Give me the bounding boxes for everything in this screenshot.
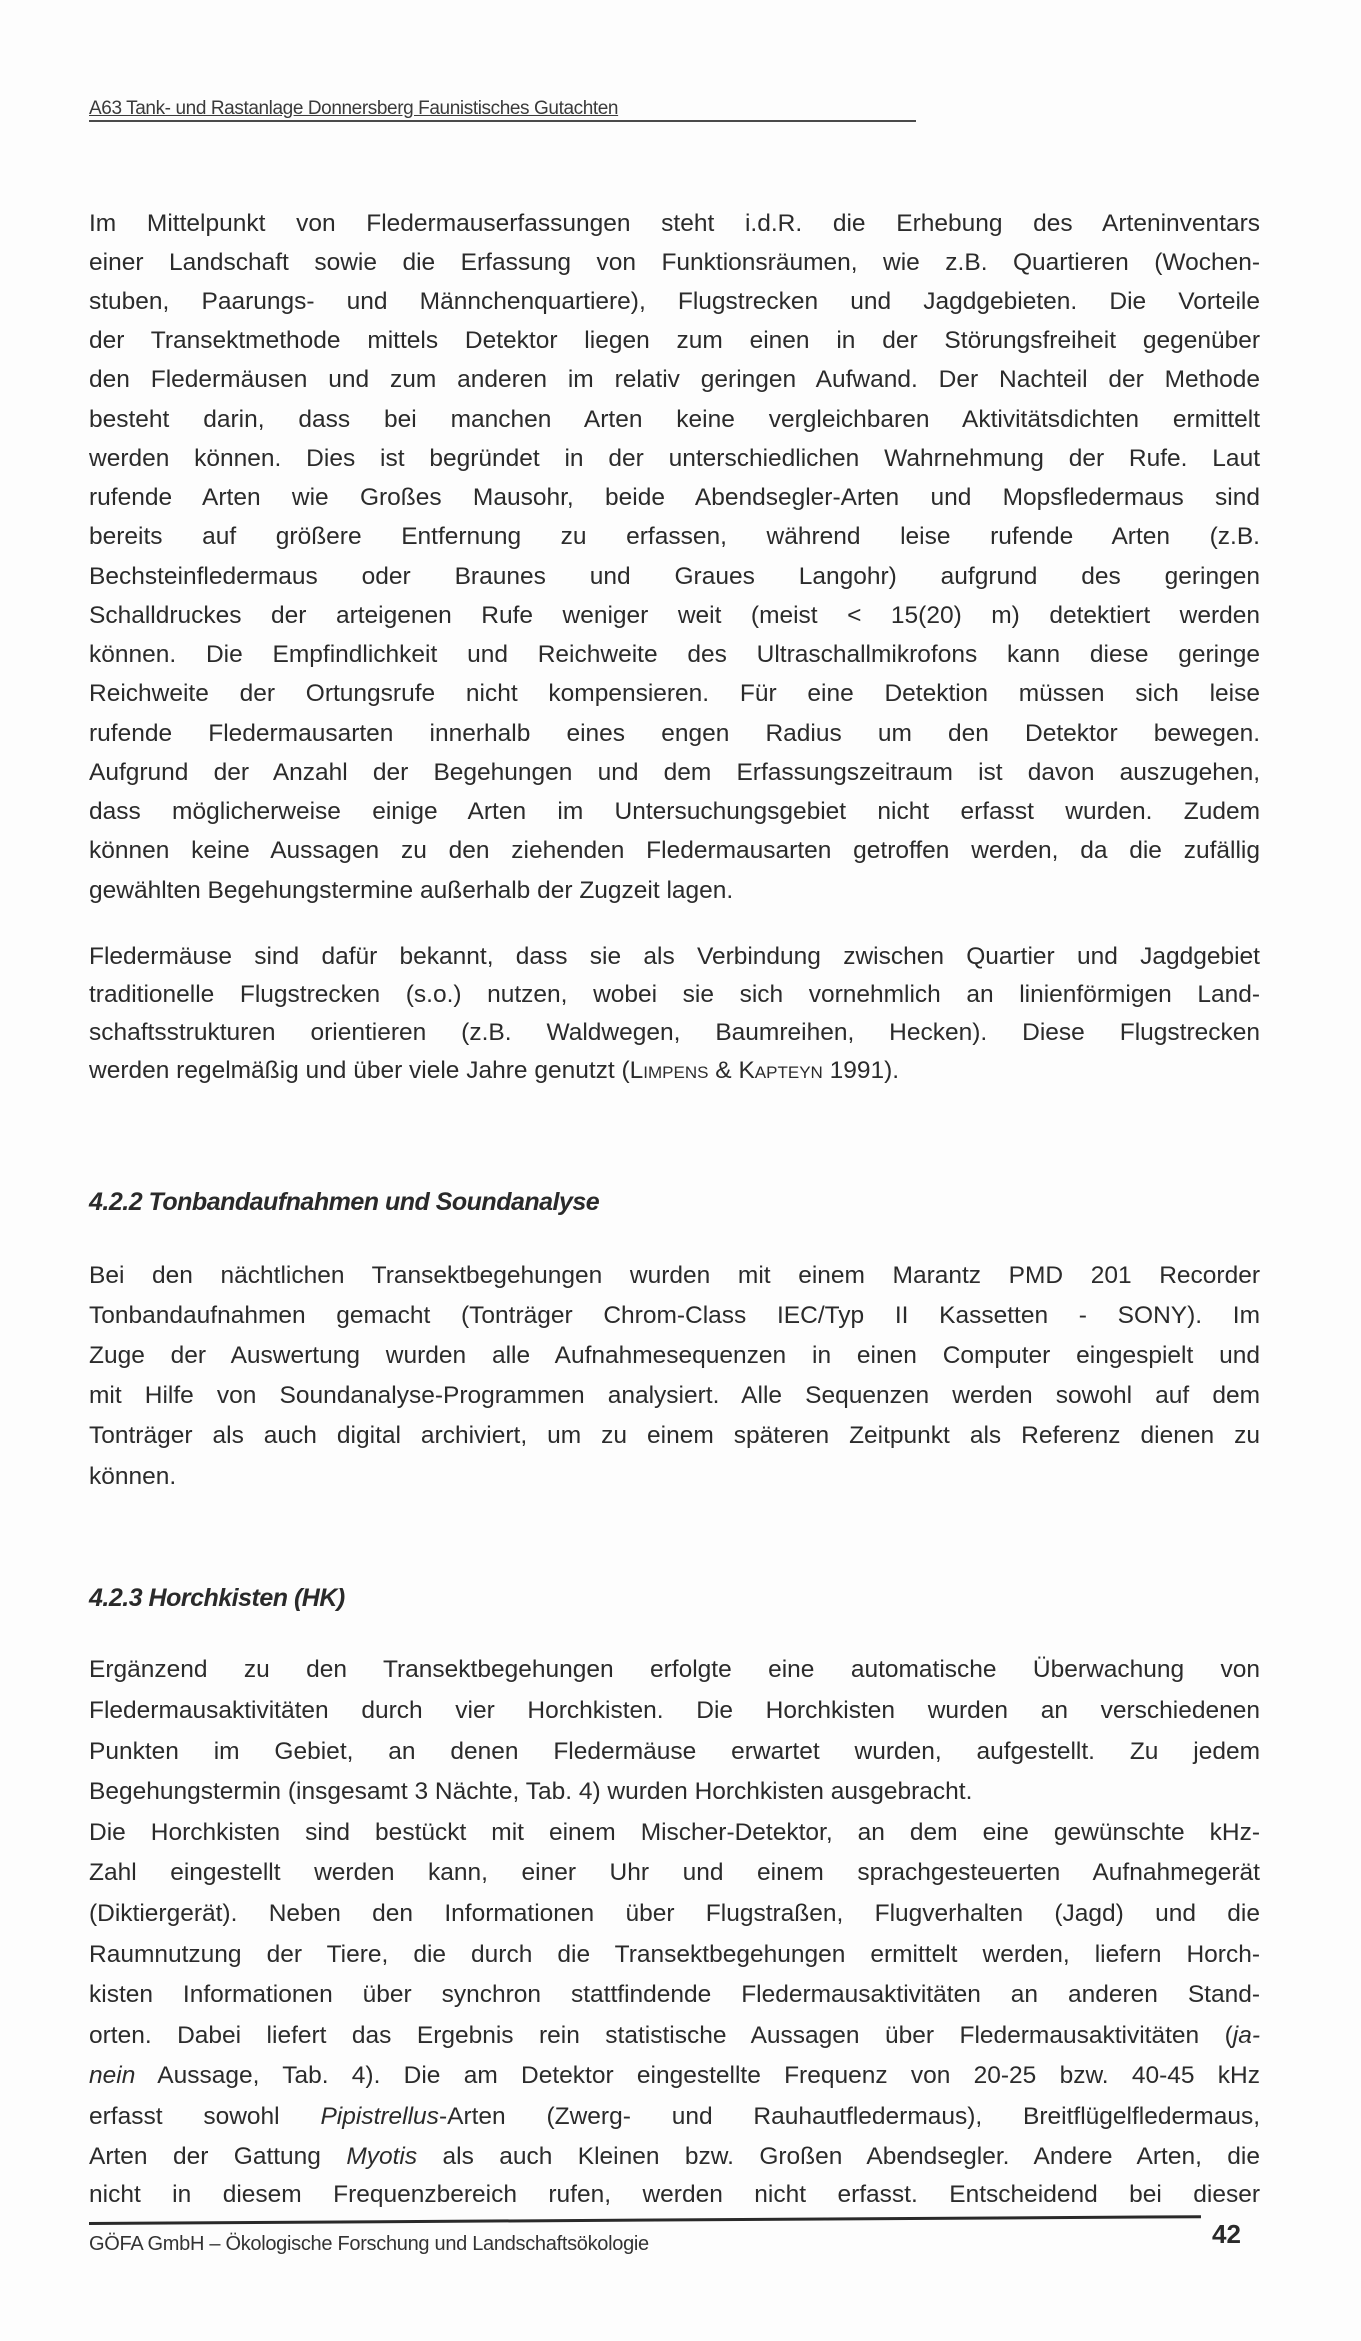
text-line: traditionelle Flugstrecken (s.o.) nutzen, wobei sie sich vornehmlich an linienförmigen Land-	[89, 981, 1260, 1008]
text-line: der Transektmethode mittels Detektor liegen zum einen in der Störungsfreiheit gegenüber	[89, 327, 1260, 354]
running-header	[89, 98, 916, 122]
text-line: können.	[89, 1463, 177, 1490]
text-line: Punkten im Gebiet, an denen Fledermäuse erwartet wurden, aufgestellt. Zu jedem	[89, 1738, 1260, 1765]
italic-text: Myotis	[346, 2143, 418, 2170]
running-header-title: A63 Tank- und Rastanlage Donnersberg Faunistisches Gutachten	[89, 98, 619, 119]
text-line: Fledermäuse sind dafür bekannt, dass sie als Verbindung zwischen Quartier und Jagdgebiet	[89, 943, 1260, 970]
text-line: einer Landschaft sowie die Erfassung von Funktionsräumen, wie z.B. Quartieren (Wochen-	[89, 249, 1260, 276]
text-line: werden können. Dies ist begründet in der unterschiedlichen Wahrnehmung der Rufe. Laut	[89, 445, 1260, 472]
text-line: gewählten Begehungstermine außerhalb der Zugzeit lagen.	[89, 877, 734, 904]
text-line: Begehungstermin (insgesamt 3 Nächte, Tab. 4) wurden Horchkisten ausgebracht.	[89, 1778, 973, 1805]
text-line: besteht darin, dass bei manchen Arten keine vergleichbaren Aktivitätsdichten ermittelt	[89, 406, 1260, 433]
text-line: können keine Aussagen zu den ziehenden Fledermausarten getroffen werden, da die zufällig	[89, 837, 1260, 864]
text-line: Tonträger als auch digital archiviert, um zu einem späteren Zeitpunkt als Referenz dienen zu	[89, 1422, 1260, 1449]
text-line: (Diktiergerät). Neben den Informationen über Flugstraßen, Flugverhalten (Jagd) und die	[89, 1900, 1260, 1927]
text-line: den Fledermäusen und zum anderen im relativ geringen Aufwand. Der Nachteil der Methode	[89, 366, 1260, 393]
text-line: bereits auf größere Entfernung zu erfassen, während leise rufende Arten (z.B.	[89, 523, 1260, 550]
text-line: dass möglicherweise einige Arten im Untersuchungsgebiet nicht erfasst wurden. Zudem	[89, 798, 1260, 825]
page-number: 42	[1212, 2219, 1241, 2249]
text-line: Im Mittelpunkt von Fledermauserfassungen steht i.d.R. die Erhebung des Arteninventars	[89, 210, 1260, 237]
footer-divider	[89, 2215, 1201, 2225]
text-line: Raumnutzung der Tiere, die durch die Transektbegehungen ermittelt werden, liefern Horch-	[89, 1941, 1260, 1968]
text-line: rufende Arten wie Großes Mausohr, beide Abendsegler-Arten und Mopsfledermaus sind	[89, 484, 1260, 511]
text-line: Arten der Gattung Myotis als auch Kleinen bzw. Großen Abendsegler. Andere Arten, die	[89, 2143, 1260, 2170]
text-line: erfasst sowohl Pipistrellus-Arten (Zwerg- und Rauhautfledermaus), Breitflügelfledermaus,	[89, 2103, 1260, 2130]
section-heading-4-2-2: 4.2.2 Tonbandaufnahmen und Soundanalyse	[89, 1188, 600, 1216]
footer-organization: GÖFA GmbH – Ökologische Forschung und Landschaftsökologie	[89, 2233, 649, 2255]
citation-author: Kapteyn	[738, 1057, 823, 1084]
text-line: nicht in diesem Frequenzbereich rufen, werden nicht erfasst. Entscheidend bei dieser	[89, 2181, 1260, 2208]
text-line-citation: werden regelmäßig und über viele Jahre genutzt (Limpens & Kapteyn 1991).	[89, 1057, 900, 1084]
text-line: orten. Dabei liefert das Ergebnis rein statistische Aussagen über Fledermausaktivitäten (ja-	[89, 2022, 1260, 2049]
text-line: kisten Informationen über synchron stattfindende Fledermausaktivitäten an anderen Stand-	[89, 1981, 1260, 2008]
text-line: Schalldruckes der arteigenen Rufe weniger weit (meist < 15(20) m) detektiert werden	[89, 602, 1260, 629]
italic-text: nein	[89, 2062, 136, 2089]
italic-text: ja-	[1232, 2022, 1260, 2049]
text-line: Bei den nächtlichen Transektbegehungen wurden mit einem Marantz PMD 201 Recorder	[89, 1262, 1260, 1289]
text-line: Aufgrund der Anzahl der Begehungen und dem Erfassungszeitraum ist davon auszugehen,	[89, 759, 1260, 786]
text-line: Ergänzend zu den Transektbegehungen erfolgte eine automatische Überwachung von	[89, 1656, 1260, 1683]
text-line: schaftsstrukturen orientieren (z.B. Waldwegen, Baumreihen, Hecken). Diese Flugstrecken	[89, 1019, 1260, 1046]
text-line: Zahl eingestellt werden kann, einer Uhr und einem sprachgesteuerten Aufnahmegerät	[89, 1859, 1260, 1886]
text-line: Zuge der Auswertung wurden alle Aufnahmesequenzen in einen Computer eingespielt und	[89, 1342, 1260, 1369]
text-line: stuben, Paarungs- und Männchenquartiere), Flugstrecken und Jagdgebieten. Die Vorteile	[89, 288, 1260, 315]
text-line: können. Die Empfindlichkeit und Reichweite des Ultraschallmikrofons kann diese geringe	[89, 641, 1260, 668]
italic-text: Pipistrellus	[320, 2103, 439, 2130]
text-line: Bechsteinfledermaus oder Braunes und Graues Langohr) aufgrund des geringen	[89, 563, 1260, 590]
text-line: rufende Fledermausarten innerhalb eines engen Radius um den Detektor bewegen.	[89, 720, 1260, 747]
text-line: Reichweite der Ortungsrufe nicht kompensieren. Für eine Detektion müssen sich leise	[89, 680, 1260, 707]
section-heading-4-2-3: 4.2.3 Horchkisten (HK)	[89, 1584, 345, 1612]
text-line: Tonbandaufnahmen gemacht (Tonträger Chrom-Class IEC/Typ II Kassetten - SONY). Im	[89, 1302, 1260, 1329]
citation-author: Limpens	[629, 1057, 709, 1084]
text-line: Die Horchkisten sind bestückt mit einem Mischer-Detektor, an dem eine gewünschte kHz-	[89, 1819, 1260, 1846]
text-line: Fledermausaktivitäten durch vier Horchkisten. Die Horchkisten wurden an verschiedenen	[89, 1697, 1260, 1724]
text-line: nein Aussage, Tab. 4). Die am Detektor eingestellte Frequenz von 20-25 bzw. 40-45 kHz	[89, 2062, 1260, 2089]
text-line: mit Hilfe von Soundanalyse-Programmen analysiert. Alle Sequenzen werden sowohl auf dem	[89, 1382, 1260, 1409]
